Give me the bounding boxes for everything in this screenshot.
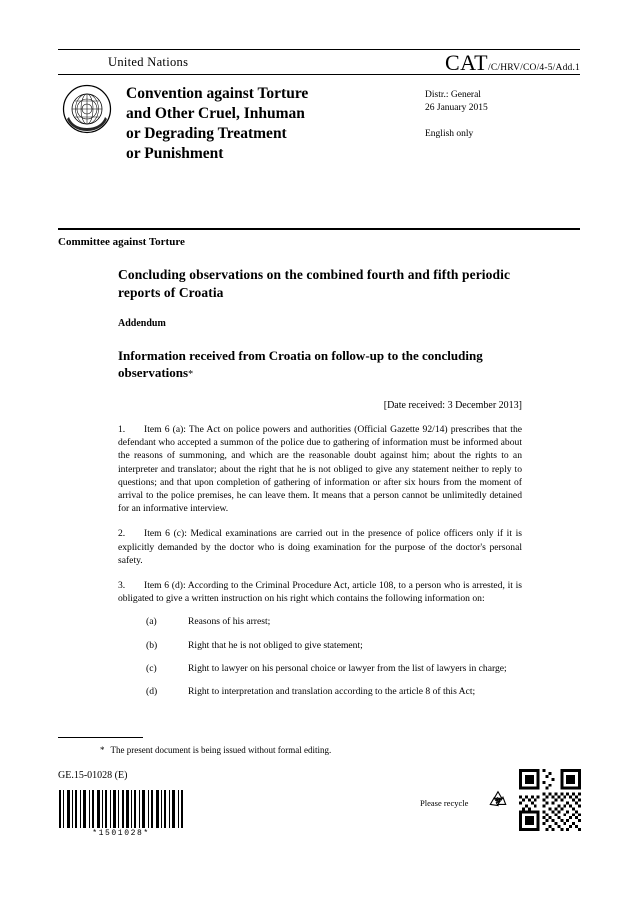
list-item-label: (d)	[146, 686, 158, 698]
paragraph	[118, 579, 522, 605]
paragraph-number: 1.	[118, 424, 126, 435]
footnote	[100, 745, 331, 755]
section-title-text: Information received from Croatia on follow-up to the concluding observations	[118, 348, 483, 380]
convention-title	[126, 84, 401, 164]
distribution-info	[425, 89, 488, 115]
footnote-marker: *	[188, 369, 194, 380]
list-item-label: (b)	[146, 639, 158, 651]
qr-code	[519, 769, 581, 831]
footnote-rule	[58, 737, 143, 738]
paragraph-text: Item 6 (c): Medical examinations are carried out in the presence of police officers only if it is explicitly demanded by the doctor who is doing examination for the purpose of the doctor's personal safety.	[118, 528, 522, 566]
paragraph-text: Item 6 (d): According to the Criminal Procedure Act, article 108, to a person who is arrested, it is obligated to give a written instruction on his right which contains the following information on:	[118, 580, 522, 605]
convention-title-line-3: or Degrading Treatment	[126, 125, 287, 142]
symbol-prefix: CAT	[444, 50, 489, 75]
addendum-label: Addendum	[118, 318, 166, 329]
organization-name: United Nations	[108, 55, 189, 69]
list-item	[118, 615, 522, 628]
paragraph-text: Item 6 (a): The Act on police powers and authorities (Official Gazette 92/14) prescribes that the defendant who accepted a summon of the police due to gathering of information must be informed about the reasons of summoning, and which are the reasonable doubt against him; about the rights to an interpreter and translator; about the right that he is not obliged to give any statement neither to reply to questions; and that upon completion of gathering of information or after six hours from the moment of arrival to the police premises, he can leave them. It means that a person cannot be unlimitedly detained for an informative interview.	[118, 424, 522, 515]
header-rule-bottom	[58, 228, 580, 230]
ge-code: GE.15-01028 (E)	[58, 770, 128, 781]
distribution-label: Distr.: General	[425, 90, 481, 100]
un-emblem-icon	[62, 84, 112, 134]
committee-name: Committee against Torture	[58, 236, 185, 248]
list-item-text: Right that he is not obliged to give statement;	[188, 639, 363, 651]
list-item-text: Reasons of his arrest;	[188, 616, 271, 628]
list-item-label: (a)	[146, 616, 157, 628]
language-note: English only	[425, 129, 474, 139]
distribution-date: 26 January 2015	[425, 103, 488, 113]
convention-title-line-1: Convention against Torture	[126, 85, 309, 102]
header-rule-middle	[58, 74, 580, 75]
convention-title-line-2: and Other Cruel, Inhuman	[126, 105, 305, 122]
barcode	[58, 790, 184, 828]
paragraph	[118, 527, 522, 567]
convention-title-line-4: or Punishment	[126, 145, 224, 162]
paragraph	[118, 423, 522, 515]
list-item-text: Right to interpretation and translation according to the article 8 of this Act;	[188, 686, 476, 698]
paragraph-number: 3.	[118, 580, 126, 592]
symbol-rest: /C/HRV/CO/4-5/Add.1	[488, 63, 580, 73]
recycle-icon	[487, 789, 509, 811]
list-item-label: (c)	[146, 662, 157, 674]
list-item-text: Right to lawyer on his personal choice or lawyer from the list of lawyers in charge;	[188, 662, 507, 674]
recycle-label: Please recycle	[420, 798, 469, 808]
list-item	[118, 639, 522, 652]
footnote-star: *	[100, 745, 105, 755]
date-received: [Date received: 3 December 2013]	[383, 400, 522, 411]
page-title: Concluding observations on the combined fourth and fifth periodic reports of Croatia	[118, 267, 511, 300]
barcode-text: *1501028*	[92, 829, 150, 838]
paragraph-number: 2.	[118, 528, 126, 540]
footnote-text: The present document is being issued without formal editing.	[110, 745, 332, 755]
document-symbol	[445, 50, 580, 76]
section-title	[118, 347, 522, 383]
list-item	[118, 685, 522, 698]
list-item	[118, 662, 522, 675]
document-body	[118, 266, 522, 698]
